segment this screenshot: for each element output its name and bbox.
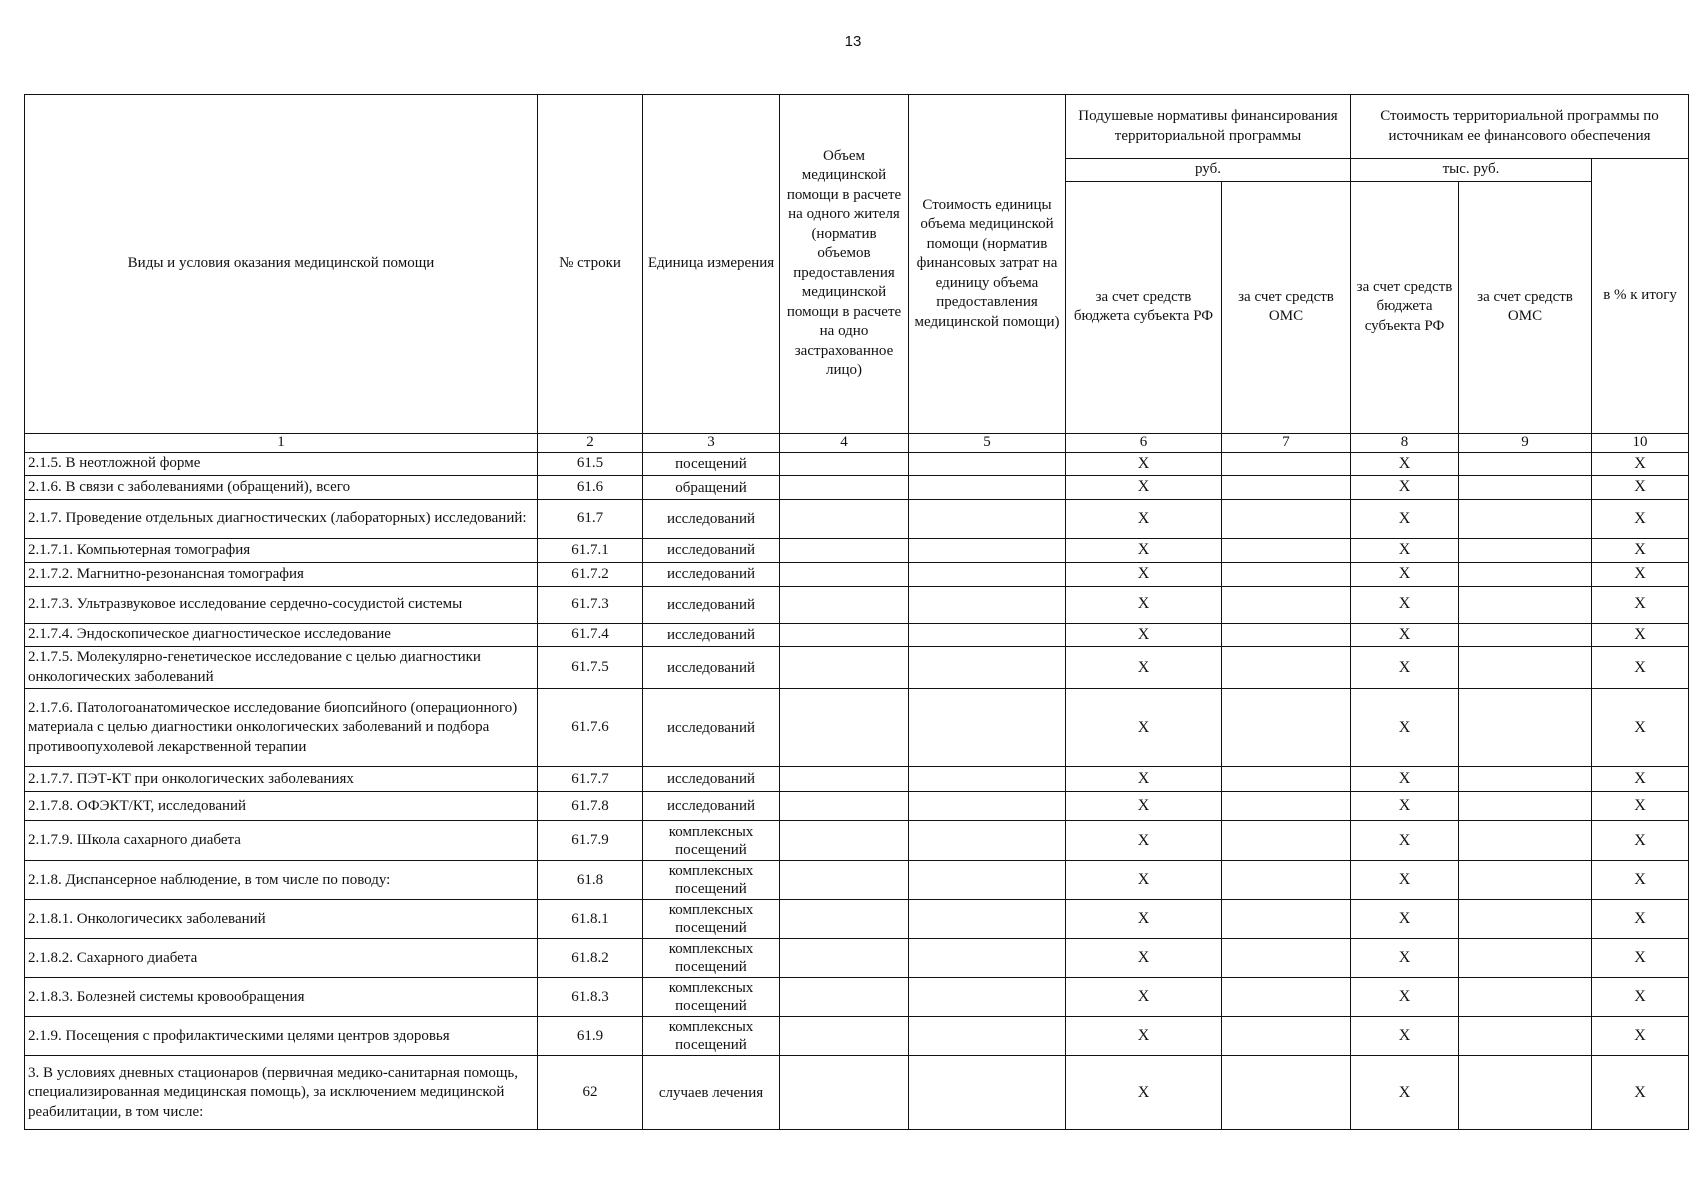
row-percent-of-total: Х: [1592, 647, 1689, 689]
row-percent-of-total: Х: [1592, 767, 1689, 792]
row-unit-cost: [909, 821, 1066, 861]
row-budget-cost: Х: [1351, 861, 1459, 900]
row-budget-cost: Х: [1351, 562, 1459, 586]
row-unit: исследований: [643, 767, 780, 792]
row-unit: комплексных посещений: [643, 821, 780, 861]
row-name: 2.1.7.4. Эндоскопическое диагностическое исследование: [25, 623, 538, 647]
row-oms-cost: [1459, 1017, 1592, 1056]
row-volume: [780, 939, 909, 978]
row-oms-cost: [1459, 861, 1592, 900]
row-unit-cost: [909, 539, 1066, 563]
row-volume: [780, 900, 909, 939]
row-oms-per-capita: [1222, 900, 1351, 939]
row-oms-per-capita: [1222, 623, 1351, 647]
row-line-number: 61.7.9: [538, 821, 643, 861]
row-volume: [780, 647, 909, 689]
row-unit-cost: [909, 689, 1066, 767]
row-name: 2.1.7.1. Компьютерная томография: [25, 539, 538, 563]
row-unit-cost: [909, 939, 1066, 978]
row-budget-per-capita: Х: [1066, 539, 1222, 563]
table-row: [25, 476, 1689, 500]
header-unit: Единица измерения: [643, 95, 780, 434]
row-volume: [780, 476, 909, 500]
row-budget-cost: Х: [1351, 1056, 1459, 1130]
row-oms-cost: [1459, 767, 1592, 792]
row-percent-of-total: Х: [1592, 900, 1689, 939]
header-cost-group: Стоимость территориальной программы по источникам ее финансового обеспечения: [1351, 95, 1689, 159]
table-row: [25, 647, 1689, 689]
row-unit: комплексных посещений: [643, 861, 780, 900]
row-oms-cost: [1459, 586, 1592, 623]
row-unit: комплексных посещений: [643, 939, 780, 978]
row-volume: [780, 861, 909, 900]
row-oms-per-capita: [1222, 562, 1351, 586]
row-volume: [780, 1017, 909, 1056]
row-oms-cost: [1459, 792, 1592, 821]
row-name: 2.1.7.8. ОФЭКТ/КТ, исследований: [25, 792, 538, 821]
column-number: 2: [538, 433, 643, 452]
row-volume: [780, 821, 909, 861]
row-budget-cost: Х: [1351, 767, 1459, 792]
row-percent-of-total: Х: [1592, 978, 1689, 1017]
table-row: [25, 586, 1689, 623]
header-oms-cost: за счет средств ОМС: [1459, 181, 1592, 433]
row-percent-of-total: Х: [1592, 623, 1689, 647]
row-oms-cost: [1459, 900, 1592, 939]
row-budget-per-capita: Х: [1066, 900, 1222, 939]
row-unit: исследований: [643, 623, 780, 647]
row-unit-cost: [909, 978, 1066, 1017]
row-line-number: 61.8: [538, 861, 643, 900]
row-name: 2.1.7.5. Молекулярно-генетическое исследование с целью диагностики онкологических заболеваний: [25, 647, 538, 689]
row-budget-per-capita: Х: [1066, 1017, 1222, 1056]
row-line-number: 61.7.3: [538, 586, 643, 623]
row-unit: исследований: [643, 539, 780, 563]
row-oms-per-capita: [1222, 861, 1351, 900]
row-budget-per-capita: Х: [1066, 821, 1222, 861]
row-oms-per-capita: [1222, 647, 1351, 689]
row-budget-cost: Х: [1351, 900, 1459, 939]
table-row: [25, 539, 1689, 563]
row-percent-of-total: Х: [1592, 939, 1689, 978]
row-unit: исследований: [643, 500, 780, 539]
row-volume: [780, 1056, 909, 1130]
table-row: [25, 623, 1689, 647]
row-percent-of-total: Х: [1592, 476, 1689, 500]
column-number: 3: [643, 433, 780, 452]
row-line-number: 61.7.1: [538, 539, 643, 563]
row-percent-of-total: Х: [1592, 562, 1689, 586]
table-row: [25, 939, 1689, 978]
row-percent-of-total: Х: [1592, 861, 1689, 900]
row-percent-of-total: Х: [1592, 792, 1689, 821]
page-number: 13: [844, 33, 862, 50]
row-budget-per-capita: Х: [1066, 939, 1222, 978]
row-unit-cost: [909, 861, 1066, 900]
header-types-conditions: Виды и условия оказания медицинской помощи: [25, 95, 538, 434]
row-budget-per-capita: Х: [1066, 623, 1222, 647]
row-budget-cost: Х: [1351, 1017, 1459, 1056]
column-number: 8: [1351, 433, 1459, 452]
row-oms-cost: [1459, 500, 1592, 539]
row-budget-per-capita: Х: [1066, 792, 1222, 821]
row-unit: исследований: [643, 647, 780, 689]
row-unit-cost: [909, 1017, 1066, 1056]
table-row: [25, 900, 1689, 939]
row-oms-per-capita: [1222, 939, 1351, 978]
row-oms-cost: [1459, 1056, 1592, 1130]
row-name: 2.1.7.9. Школа сахарного диабета: [25, 821, 538, 861]
row-budget-cost: Х: [1351, 689, 1459, 767]
row-percent-of-total: Х: [1592, 1017, 1689, 1056]
row-percent-of-total: Х: [1592, 586, 1689, 623]
header-unit-thousand-rub: тыс. руб.: [1351, 159, 1592, 182]
row-percent-of-total: Х: [1592, 452, 1689, 476]
row-oms-cost: [1459, 689, 1592, 767]
row-unit-cost: [909, 767, 1066, 792]
row-line-number: 61.7.8: [538, 792, 643, 821]
column-number: 4: [780, 433, 909, 452]
row-unit: исследований: [643, 586, 780, 623]
row-name: 2.1.7.2. Магнитно-резонансная томография: [25, 562, 538, 586]
row-name: 2.1.7.6. Патологоанатомическое исследование биопсийного (операционного) материала с целью диагностики онкологических заболеваний и подбора противоопухолевой лекарственной терапии: [25, 689, 538, 767]
row-unit-cost: [909, 900, 1066, 939]
table-row: [25, 1056, 1689, 1130]
header-unit-rub: руб.: [1066, 159, 1351, 182]
header-oms-per-capita: за счет средств ОМС: [1222, 181, 1351, 433]
header-volume: Объем медицинской помощи в расчете на одного жителя (норматив объемов предоставления медицинской помощи в расчете на одно застрахованное лицо): [780, 95, 909, 434]
row-name: 2.1.5. В неотложной форме: [25, 452, 538, 476]
row-volume: [780, 689, 909, 767]
row-volume: [780, 978, 909, 1017]
row-budget-cost: Х: [1351, 978, 1459, 1017]
row-budget-cost: Х: [1351, 539, 1459, 563]
column-number-row: [25, 433, 1689, 452]
row-name: 2.1.7.3. Ультразвуковое исследование сердечно-сосудистой системы: [25, 586, 538, 623]
row-budget-cost: Х: [1351, 500, 1459, 539]
row-volume: [780, 452, 909, 476]
row-budget-per-capita: Х: [1066, 476, 1222, 500]
row-unit-cost: [909, 647, 1066, 689]
row-budget-cost: Х: [1351, 586, 1459, 623]
row-budget-per-capita: Х: [1066, 500, 1222, 539]
row-line-number: 62: [538, 1056, 643, 1130]
row-budget-per-capita: Х: [1066, 978, 1222, 1017]
row-volume: [780, 539, 909, 563]
row-name: 2.1.8.2. Сахарного диабета: [25, 939, 538, 978]
row-budget-per-capita: Х: [1066, 1056, 1222, 1130]
row-name: 2.1.8.3. Болезней системы кровообращения: [25, 978, 538, 1017]
row-percent-of-total: Х: [1592, 689, 1689, 767]
row-name: 2.1.7.7. ПЭТ-КТ при онкологических заболеваниях: [25, 767, 538, 792]
row-volume: [780, 623, 909, 647]
row-name: 2.1.9. Посещения с профилактическими целями центров здоровья: [25, 1017, 538, 1056]
row-line-number: 61.7.5: [538, 647, 643, 689]
row-budget-per-capita: Х: [1066, 767, 1222, 792]
row-name: 2.1.6. В связи с заболеваниями (обращений), всего: [25, 476, 538, 500]
row-unit: исследований: [643, 689, 780, 767]
row-oms-cost: [1459, 978, 1592, 1017]
row-unit: комплексных посещений: [643, 900, 780, 939]
row-percent-of-total: Х: [1592, 821, 1689, 861]
row-line-number: 61.7: [538, 500, 643, 539]
row-unit: случаев лечения: [643, 1056, 780, 1130]
row-budget-cost: Х: [1351, 452, 1459, 476]
row-oms-cost: [1459, 539, 1592, 563]
column-number: 6: [1066, 433, 1222, 452]
row-budget-per-capita: Х: [1066, 452, 1222, 476]
row-budget-per-capita: Х: [1066, 562, 1222, 586]
header-per-capita-group: Подушевые нормативы финансирования территориальной программы: [1066, 95, 1351, 159]
row-budget-cost: Х: [1351, 647, 1459, 689]
row-volume: [780, 562, 909, 586]
row-unit-cost: [909, 476, 1066, 500]
row-line-number: 61.7.4: [538, 623, 643, 647]
column-number: 1: [25, 433, 538, 452]
row-oms-cost: [1459, 452, 1592, 476]
row-budget-per-capita: Х: [1066, 586, 1222, 623]
row-line-number: 61.6: [538, 476, 643, 500]
row-line-number: 61.7.2: [538, 562, 643, 586]
row-unit-cost: [909, 586, 1066, 623]
table-row: [25, 1017, 1689, 1056]
column-number: 5: [909, 433, 1066, 452]
column-number: 7: [1222, 433, 1351, 452]
row-budget-cost: Х: [1351, 821, 1459, 861]
header-unit-cost: Стоимость единицы объема медицинской помощи (норматив финансовых затрат на единицу объема предоставления медицинской помощи): [909, 95, 1066, 434]
row-line-number: 61.8.3: [538, 978, 643, 1017]
row-budget-cost: Х: [1351, 792, 1459, 821]
row-percent-of-total: Х: [1592, 1056, 1689, 1130]
row-name: 2.1.7. Проведение отдельных диагностических (лабораторных) исследований:: [25, 500, 538, 539]
row-unit: посещений: [643, 452, 780, 476]
row-oms-cost: [1459, 476, 1592, 500]
row-line-number: 61.5: [538, 452, 643, 476]
row-line-number: 61.8.1: [538, 900, 643, 939]
row-unit-cost: [909, 792, 1066, 821]
row-unit: комплексных посещений: [643, 1017, 780, 1056]
row-oms-per-capita: [1222, 689, 1351, 767]
row-budget-per-capita: Х: [1066, 861, 1222, 900]
row-oms-per-capita: [1222, 821, 1351, 861]
row-line-number: 61.9: [538, 1017, 643, 1056]
row-budget-per-capita: Х: [1066, 647, 1222, 689]
row-unit-cost: [909, 1056, 1066, 1130]
header-budget-cost: за счет средств бюджета субъекта РФ: [1351, 181, 1459, 433]
table-row: [25, 562, 1689, 586]
row-volume: [780, 586, 909, 623]
header-percent-of-total: в % к итогу: [1592, 159, 1689, 434]
row-oms-per-capita: [1222, 539, 1351, 563]
table-row: [25, 452, 1689, 476]
column-number: 9: [1459, 433, 1592, 452]
table-row: [25, 861, 1689, 900]
row-name: 2.1.8.1. Онкологичесикх заболеваний: [25, 900, 538, 939]
row-oms-cost: [1459, 623, 1592, 647]
row-volume: [780, 792, 909, 821]
row-unit-cost: [909, 452, 1066, 476]
row-unit: обращений: [643, 476, 780, 500]
row-oms-cost: [1459, 821, 1592, 861]
row-unit: исследований: [643, 792, 780, 821]
row-line-number: 61.7.7: [538, 767, 643, 792]
row-budget-cost: Х: [1351, 623, 1459, 647]
row-oms-per-capita: [1222, 452, 1351, 476]
table-row: [25, 689, 1689, 767]
row-oms-per-capita: [1222, 1056, 1351, 1130]
table-row: [25, 978, 1689, 1017]
table-row: [25, 767, 1689, 792]
column-number: 10: [1592, 433, 1689, 452]
row-oms-per-capita: [1222, 792, 1351, 821]
table-row: [25, 821, 1689, 861]
row-line-number: 61.7.6: [538, 689, 643, 767]
row-unit-cost: [909, 500, 1066, 539]
row-volume: [780, 500, 909, 539]
row-unit: комплексных посещений: [643, 978, 780, 1017]
row-unit-cost: [909, 562, 1066, 586]
row-oms-per-capita: [1222, 978, 1351, 1017]
row-name: 2.1.8. Диспансерное наблюдение, в том числе по поводу:: [25, 861, 538, 900]
table-row: [25, 500, 1689, 539]
row-budget-cost: Х: [1351, 939, 1459, 978]
financing-table: [24, 94, 1689, 1130]
row-unit-cost: [909, 623, 1066, 647]
row-oms-per-capita: [1222, 500, 1351, 539]
table-row: [25, 792, 1689, 821]
row-volume: [780, 767, 909, 792]
header-line-number: № строки: [538, 95, 643, 434]
row-oms-per-capita: [1222, 476, 1351, 500]
row-percent-of-total: Х: [1592, 500, 1689, 539]
row-oms-per-capita: [1222, 767, 1351, 792]
row-name: 3. В условиях дневных стационаров (первичная медико-санитарная помощь, специализированная медицинская помощь), за исключением медицинской реабилитации, в том числе:: [25, 1056, 538, 1130]
header-budget-per-capita: за счет средств бюджета субъекта РФ: [1066, 181, 1222, 433]
row-oms-cost: [1459, 562, 1592, 586]
row-oms-per-capita: [1222, 1017, 1351, 1056]
row-line-number: 61.8.2: [538, 939, 643, 978]
row-oms-cost: [1459, 939, 1592, 978]
row-oms-cost: [1459, 647, 1592, 689]
row-unit: исследований: [643, 562, 780, 586]
row-oms-per-capita: [1222, 586, 1351, 623]
row-budget-cost: Х: [1351, 476, 1459, 500]
row-budget-per-capita: Х: [1066, 689, 1222, 767]
row-percent-of-total: Х: [1592, 539, 1689, 563]
